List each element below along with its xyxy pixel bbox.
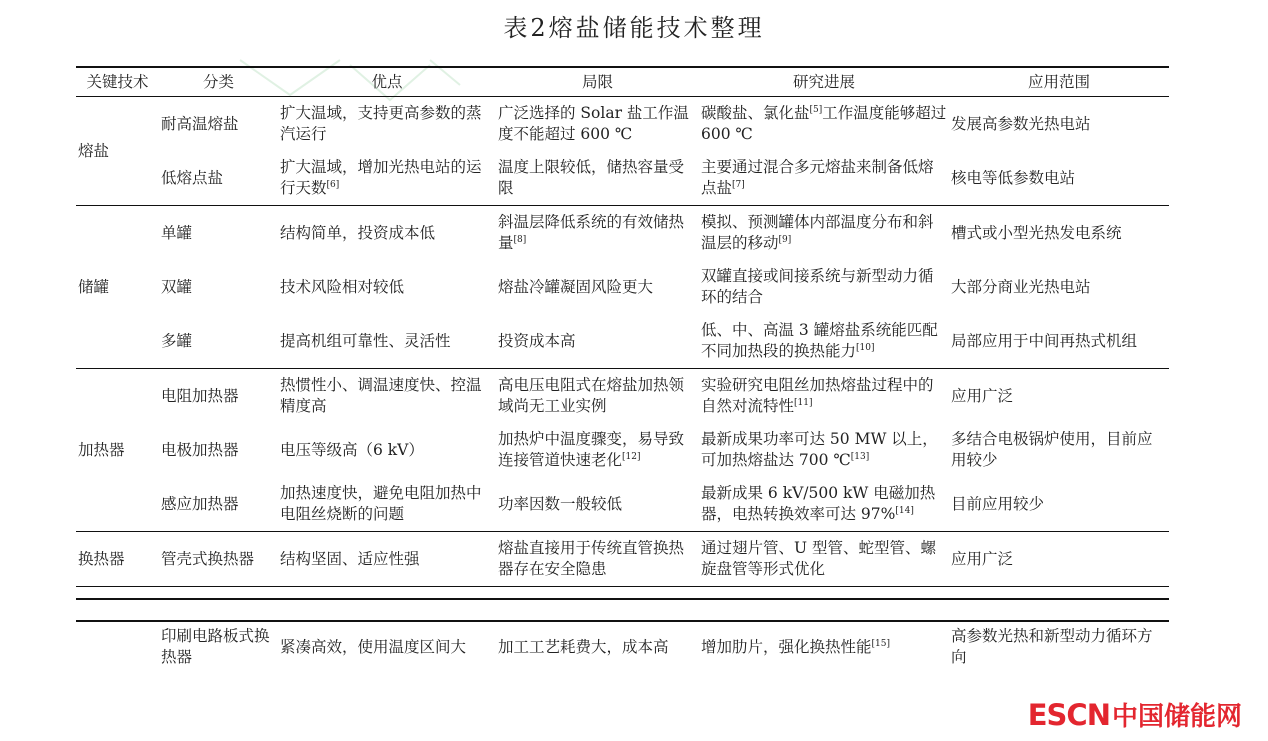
limitation-cell: 广泛选择的 Solar 盐工作温度不能超过 600 ℃	[498, 104, 689, 143]
limitation-cell: 熔盐冷罐凝固风险更大	[498, 277, 654, 296]
header-cell: 研究进展	[792, 72, 855, 91]
citation: [12]	[622, 452, 641, 462]
class-cell: 低熔点盐	[161, 168, 224, 187]
progress-cell: 最新成果功率可达 50 MW 以上，可加热熔盐达 700 ℃[13]	[701, 430, 938, 469]
citation: [10]	[856, 343, 875, 353]
limitation-cell: 加热炉中温度骤变，易导致连接管道快速老化[12]	[498, 430, 685, 469]
citation: [13]	[850, 452, 870, 462]
application-cell: 应用广泛	[951, 386, 1014, 405]
progress-cell: 最新成果 6 kV/500 kW 电磁加热器，电热转换效率可达 97%[14]	[701, 484, 936, 523]
application-cell: 大部分商业光热电站	[951, 277, 1091, 296]
citation: [15]	[871, 638, 890, 649]
progress-cell: 模拟、预测罐体内部温度分布和斜温层的移动[9]	[701, 213, 934, 252]
citation: [7]	[732, 180, 745, 190]
table-row	[76, 260, 1169, 314]
table-header-row	[76, 67, 1169, 97]
class-cell: 电阻加热器	[161, 386, 239, 405]
citation: [6]	[326, 180, 340, 190]
logo-cn: 中国储能网	[1111, 702, 1242, 732]
advantage-cell: 紧凑高效，使用温度区间大	[280, 637, 467, 656]
citation: [8]	[513, 235, 527, 245]
cropped-text-line	[76, 676, 516, 682]
advantage-cell: 结构简单，投资成本低	[280, 223, 436, 242]
advantage-cell: 扩大温域，支持更高参数的蒸汽运行	[280, 104, 482, 143]
limitation-cell: 功率因数一般较低	[498, 494, 623, 513]
application-cell: 局部应用于中间再热式机组	[951, 331, 1138, 350]
category-cell	[76, 620, 159, 674]
class-cell: 多罐	[161, 331, 193, 350]
header-cell: 局限	[581, 72, 613, 91]
application-cell: 槽式或小型光热发电系统	[951, 223, 1122, 242]
table-row	[76, 369, 1169, 424]
class-cell: 双罐	[161, 277, 193, 296]
category-cell: 加热器	[78, 440, 125, 459]
continued-table	[76, 620, 1169, 674]
limitation-cell: 温度上限较低，储热容量受限	[498, 158, 685, 197]
table-row	[76, 314, 1169, 369]
progress-cell: 主要通过混合多元熔盐来制备低熔点盐[7]	[701, 158, 934, 197]
table-row	[76, 97, 1169, 152]
application-cell: 高参数光热和新型动力循环方向	[951, 627, 1153, 666]
citation: [9]	[778, 235, 792, 245]
progress-cell: 通过翅片管、U 型管、蛇型管、螺旋盘管等形式优化	[701, 539, 936, 578]
limitation-cell: 投资成本高	[498, 331, 576, 350]
limitation-cell: 斜温层降低系统的有效储热量[8]	[498, 213, 685, 252]
header-cell: 关键技术	[86, 72, 149, 91]
header-cell: 优点	[371, 72, 403, 91]
application-cell: 发展高参数光热电站	[951, 114, 1091, 133]
progress-cell: 增加肋片，强化换热性能[15]	[701, 637, 890, 656]
table-row	[76, 620, 1169, 674]
category-cell: 储罐	[78, 277, 110, 296]
citation: [11]	[794, 398, 813, 408]
advantage-cell: 提高机组可靠性、灵活性	[280, 331, 451, 350]
table-row	[76, 423, 1169, 477]
advantage-cell: 技术风险相对较低	[280, 277, 405, 296]
limitation-cell: 高电压电阻式在熔盐加热领域尚无工业实例	[498, 376, 685, 415]
table-row	[76, 151, 1169, 206]
advantage-cell: 加热速度快，避免电阻加热中电阻丝烧断的问题	[280, 484, 482, 523]
limitation-cell: 熔盐直接用于传统直管换热器存在安全隐患	[498, 539, 685, 578]
application-cell: 目前应用较少	[951, 494, 1045, 513]
advantage-cell: 热惯性小、调温速度快、控温精度高	[280, 376, 482, 415]
application-cell: 应用广泛	[951, 549, 1014, 568]
class-cell: 管壳式换热器	[161, 549, 255, 568]
progress-cell: 碳酸盐、氯化盐[5]工作温度能够超过 600 ℃	[701, 104, 947, 143]
citation: [5]	[809, 105, 823, 115]
progress-cell: 低、中、高温 3 罐熔盐系统能匹配不同加热段的换热能力[10]	[701, 321, 938, 360]
header-cell: 应用范围	[1027, 72, 1090, 91]
table-title: 表2熔盐储能技术整理	[503, 14, 765, 42]
category-cell: 熔盐	[78, 141, 110, 160]
application-cell: 核电等低参数电站	[951, 168, 1076, 187]
class-cell: 单罐	[161, 223, 193, 242]
citation: [14]	[895, 506, 914, 516]
progress-cell: 双罐直接或间接系统与新型动力循环的结合	[701, 267, 934, 306]
limitation-cell: 加工工艺耗费大，成本高	[498, 637, 669, 656]
class-cell: 耐高温熔盐	[161, 114, 239, 133]
logo-en: ESCN	[1027, 698, 1110, 732]
table-row	[76, 532, 1169, 587]
table-row	[76, 477, 1169, 532]
advantage-cell: 扩大温域，增加光热电站的运行天数[6]	[280, 158, 482, 197]
progress-cell: 实验研究电阻丝加热熔盐过程中的自然对流特性[11]	[701, 376, 934, 415]
table-rule	[76, 598, 1169, 600]
data-table	[76, 66, 1169, 587]
escn-logo	[1028, 696, 1242, 733]
advantage-cell: 结构坚固、适应性强	[280, 549, 420, 568]
table-row	[76, 206, 1169, 261]
class-cell: 印刷电路板式换热器	[161, 627, 270, 666]
advantage-cell: 电压等级高（6 kV）	[280, 440, 424, 459]
class-cell: 感应加热器	[161, 494, 239, 513]
application-cell: 多结合电极锅炉使用，目前应用较少	[951, 430, 1153, 469]
category-cell: 换热器	[78, 549, 125, 568]
header-cell: 分类	[202, 72, 234, 91]
class-cell: 电极加热器	[161, 440, 239, 459]
